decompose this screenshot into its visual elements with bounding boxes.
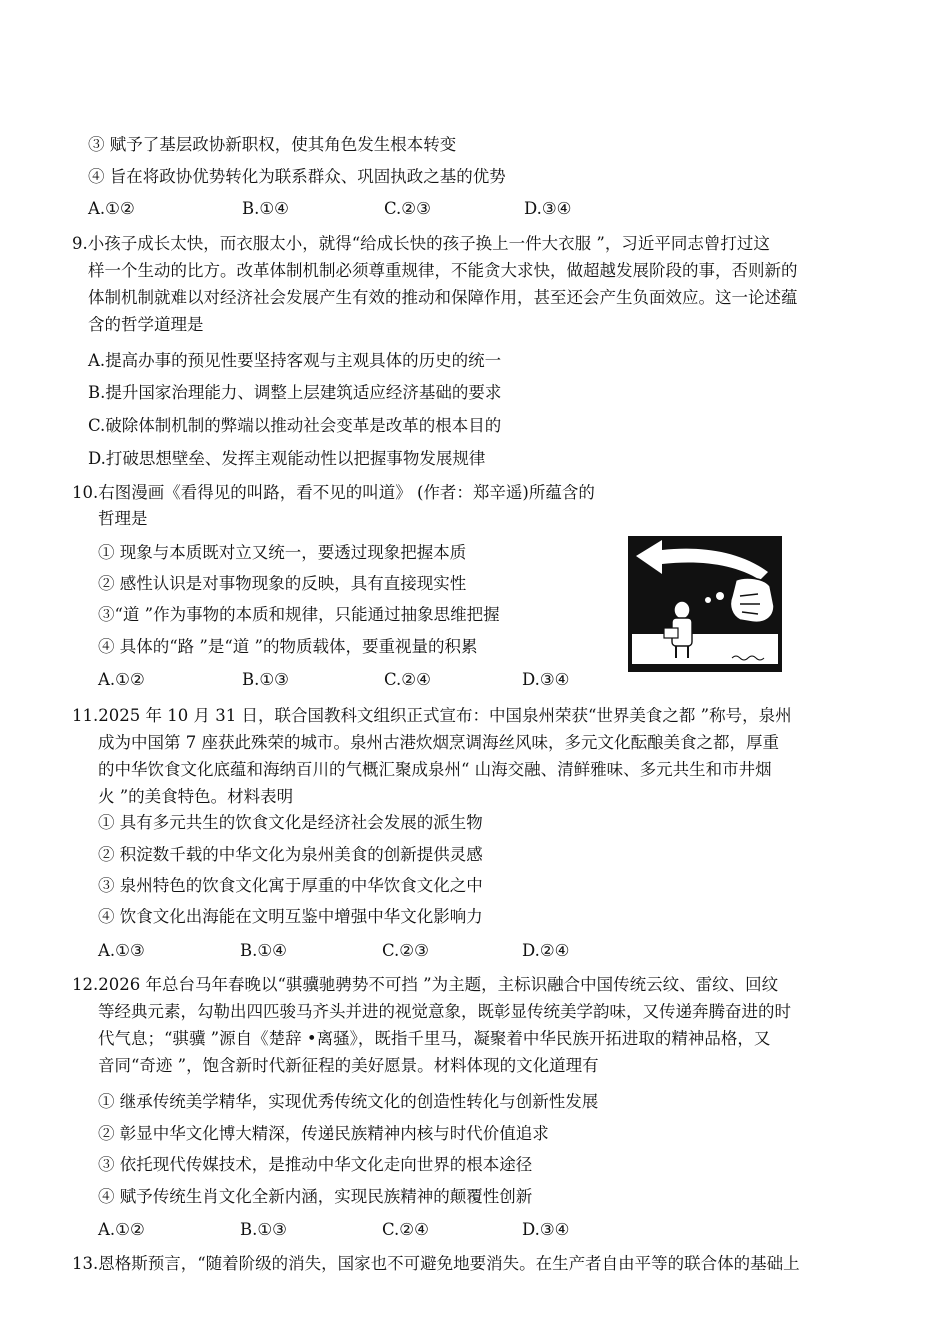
q12-option-c: C.②④: [382, 1220, 429, 1239]
q9-stem-line-4: 含的哲学道理是: [88, 315, 204, 334]
q8-statement-4: ④ 旨在将政协优势转化为联系群众、巩固执政之基的优势: [88, 167, 506, 186]
q9-choice-a: A.提高办事的预见性要坚持客观与主观具体的历史的统一: [88, 351, 502, 370]
q12-statement-2: ② 彰显中华文化博大精深，传递民族精神内核与时代价值追求: [98, 1124, 549, 1143]
q9-stem-line-3: 体制机制就难以对经济社会发展产生有效的推动和保障作用，甚至还会产生负面效应。这一论述蕴: [88, 288, 798, 307]
q12-option-b: B.①③: [240, 1220, 287, 1239]
q8-option-b: B.①④: [242, 199, 289, 218]
q11-statement-3: ③ 泉州特色的饮食文化寓于厚重的中华饮食文化之中: [98, 876, 483, 895]
q10-stem-line-1: 10.右图漫画《看得见的叫路，看不见的叫道》 (作者：郑辛遥)所蕴含的: [72, 483, 595, 502]
q11-stem-line-2: 成为中国第 7 座获此殊荣的城市。泉州古港炊烟烹调海丝风味，多元文化酝酿美食之都，厚重: [98, 733, 779, 752]
q10-stem-line-2: 哲理是: [98, 509, 148, 528]
q11-statement-4: ④ 饮食文化出海能在文明互鉴中增强中华文化影响力: [98, 907, 483, 926]
q10-statement-1: ① 现象与本质既对立又统一，要透过现象把握本质: [98, 543, 467, 562]
q12-stem-line-4: 音同“奇迹 ”，饱含新时代新征程的美好愿景。材料体现的文化道理有: [98, 1056, 599, 1075]
q10-option-d: D.③④: [522, 670, 570, 689]
q11-option-a: A.①③: [98, 941, 145, 960]
q12-statement-1: ① 继承传统美学精华，实现优秀传统文化的创造性转化与创新性发展: [98, 1092, 599, 1111]
q9-stem-line-1: 9.小孩子成长太快，而衣服太小，就得“给成长快的孩子换上一件大衣服 ”，习近平同志曾打过这: [72, 234, 770, 253]
q11-stem-line-1: 11.2025 年 10 月 31 日，联合国教科文组织正式宣布：中国泉州荣获“世界美食之都 ”称号，泉州: [72, 706, 792, 725]
q11-option-b: B.①④: [240, 941, 287, 960]
q8-option-d: D.③④: [524, 199, 572, 218]
q8-option-c: C.②③: [384, 199, 431, 218]
cartoon-illustration: [628, 536, 782, 672]
q8-statement-3: ③ 赋予了基层政协新职权，使其角色发生根本转变: [88, 135, 457, 154]
q10-statement-4: ④ 具体的“路 ”是“道 ”的物质载体，要重视量的积累: [98, 637, 478, 656]
q9-choice-b: B.提升国家治理能力、调整上层建筑适应经济基础的要求: [88, 383, 502, 402]
q9-stem-line-2: 样一个生动的比方。改革体制机制必须尊重规律，不能贪大求快，做超越发展阶段的事，否则新的: [88, 261, 798, 280]
q8-option-a: A.①②: [88, 199, 135, 218]
q11-stem-line-3: 的中华饮食文化底蕴和海纳百川的气概汇聚成泉州“ 山海交融、清鲜雅味、多元共生和市井烟: [98, 760, 772, 779]
q11-option-d: D.②④: [522, 941, 570, 960]
q11-statement-2: ② 积淀数千载的中华文化为泉州美食的创新提供灵感: [98, 845, 483, 864]
q9-choice-d: D.打破思想壁垒、发挥主观能动性以把握事物发展规律: [88, 449, 486, 468]
q13-stem-line-1: 13.恩格斯预言，“随着阶级的消失，国家也不可避免地要消失。在生产者自由平等的联合体的基础上: [72, 1254, 800, 1273]
q10-option-a: A.①②: [98, 670, 145, 689]
q12-stem-line-1: 12.2026 年总台马年春晚以“骐骥驰骋势不可挡 ”为主题，主标识融合中国传统云纹、雷纹、回纹: [72, 975, 779, 994]
q12-option-a: A.①②: [98, 1220, 145, 1239]
q9-choice-c: C.破除体制机制的弊端以推动社会变革是改革的根本目的: [88, 416, 502, 435]
q10-option-c: C.②④: [384, 670, 431, 689]
q12-statement-4: ④ 赋予传统生肖文化全新内涵，实现民族精神的颠覆性创新: [98, 1187, 533, 1206]
q12-option-d: D.③④: [522, 1220, 570, 1239]
q12-stem-line-2: 等经典元素，勾勒出四匹骏马齐头并进的视觉意象，既彰显传统美学韵味，又传递奔腾奋进的时: [98, 1002, 791, 1021]
q11-option-c: C.②③: [382, 941, 429, 960]
q10-option-b: B.①③: [242, 670, 289, 689]
q10-statement-2: ② 感性认识是对事物现象的反映，具有直接现实性: [98, 574, 467, 593]
q10-statement-3: ③“道 ”作为事物的本质和规律，只能通过抽象思维把握: [98, 605, 500, 624]
q11-stem-line-4: 火 ”的美食特色。材料表明: [98, 787, 294, 806]
q12-statement-3: ③ 依托现代传媒技术，是推动中华文化走向世界的根本途径: [98, 1155, 533, 1174]
q11-statement-1: ① 具有多元共生的饮食文化是经济社会发展的派生物: [98, 813, 483, 832]
q12-stem-line-3: 代气息；“骐骥 ”源自《楚辞 •离骚》，既指千里马，凝聚着中华民族开拓进取的精神品格，又: [98, 1029, 771, 1048]
